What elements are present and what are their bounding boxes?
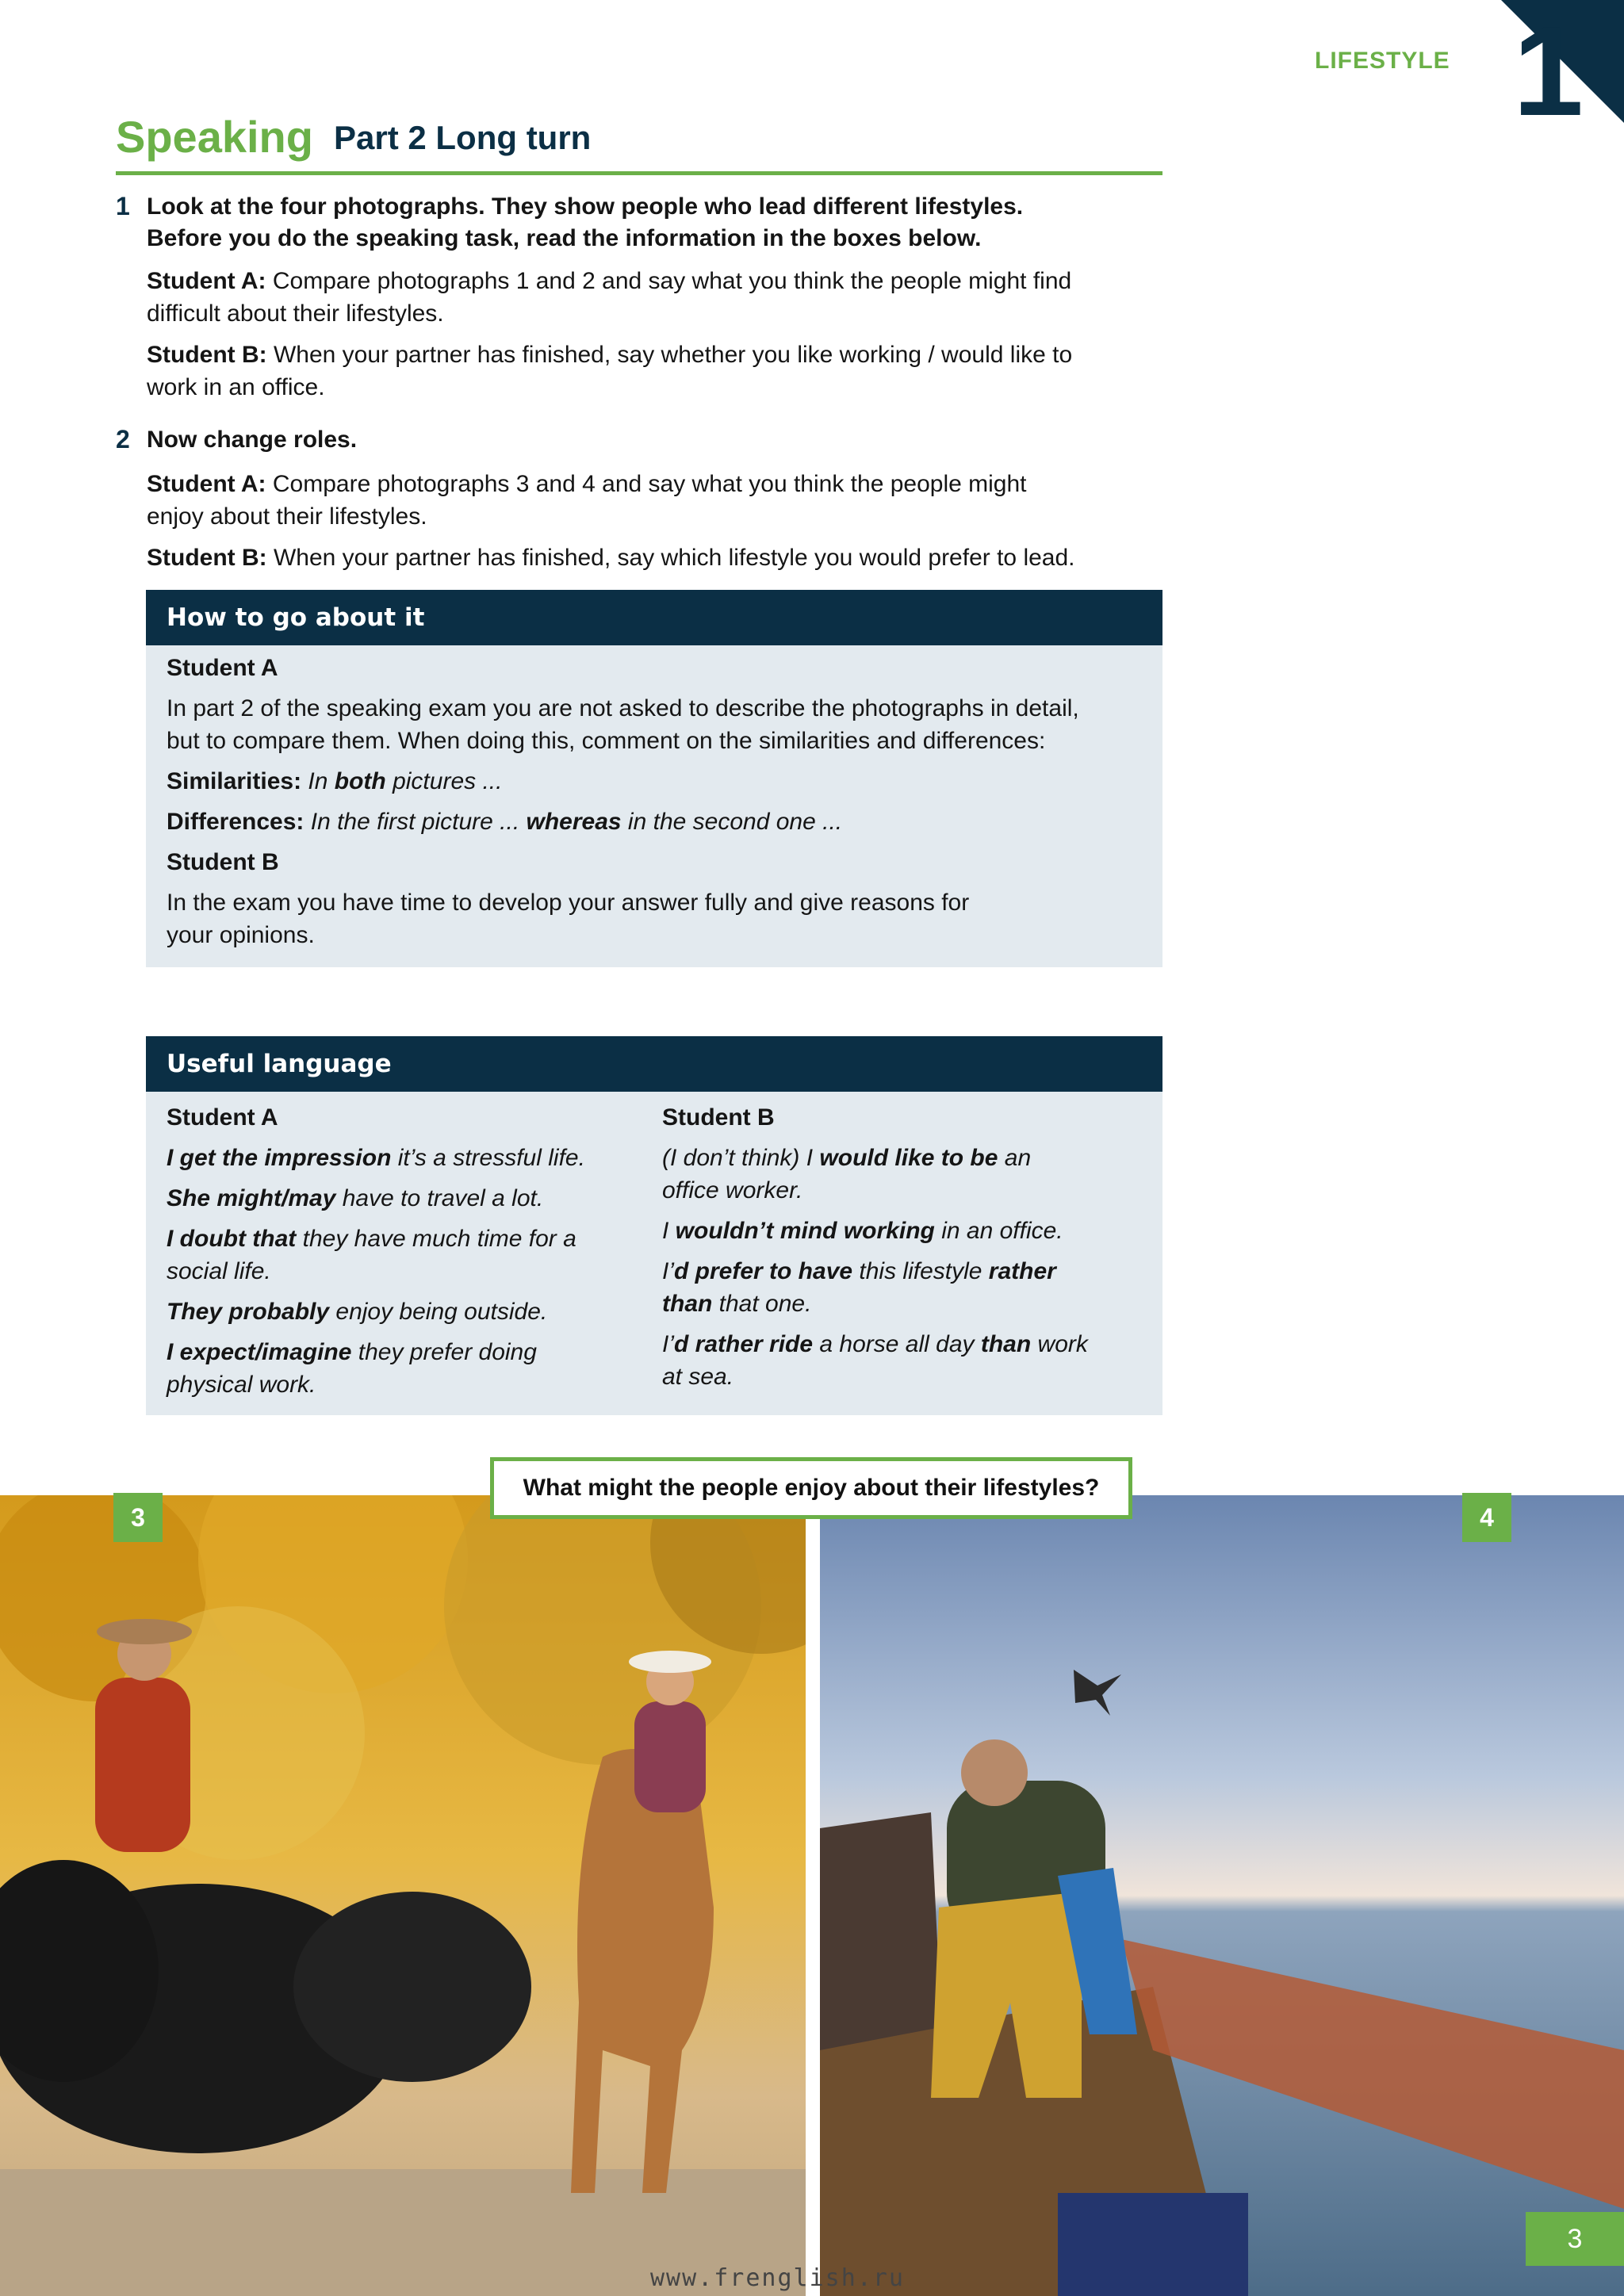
differences-text-1: In the first picture ...	[304, 809, 527, 835]
useful-b-2-text-2: in an office.	[934, 1218, 1063, 1244]
photo-3-badge: 3	[113, 1493, 163, 1542]
useful-b-heading: Student B	[662, 1104, 775, 1131]
useful-b-4-bold: d rather ride	[674, 1331, 814, 1357]
useful-a-2-bold: She might/may	[167, 1185, 336, 1211]
photo-3-cattle-drive	[0, 1495, 806, 2296]
useful-col-a	[167, 1101, 642, 1401]
useful-a-line-5b: physical work.	[167, 1372, 316, 1398]
q1-student-a-label: Student A:	[147, 268, 266, 294]
useful-a-line-1	[167, 1142, 642, 1174]
useful-b-1-bold: would like to be	[819, 1145, 998, 1171]
how-to-box	[146, 590, 1162, 967]
how-to-a-para-line-1: In part 2 of the speaking exam you are not asked to describe the photographs in detail,	[167, 695, 1079, 721]
question-1-number: 1	[116, 192, 130, 220]
useful-a-4-text: enjoy being outside.	[329, 1299, 548, 1325]
useful-a-line-5	[167, 1336, 642, 1368]
question-2-number: 2	[116, 425, 130, 453]
q1-student-a-line-2: difficult about their lifestyles.	[147, 300, 444, 327]
q1-student-b-text: When your partner has finished, say whether you like working / would like to	[266, 342, 1073, 368]
useful-b-1-text-2: an	[998, 1145, 1032, 1171]
useful-b-4-text: I’	[662, 1331, 674, 1357]
question-2-line-1: Now change roles.	[147, 427, 358, 453]
useful-a-line-4	[167, 1295, 642, 1328]
useful-a-4-bold: They probably	[167, 1299, 330, 1325]
useful-a-line-3	[167, 1223, 642, 1255]
q1-student-a-text: Compare photographs 1 and 2 and say what you think the people might find	[266, 268, 1072, 294]
question-1-line-2: Before you do the speaking task, read the information in the boxes below.	[147, 225, 982, 251]
differences-label: Differences:	[167, 809, 304, 835]
useful-b-3-bold-2: rather	[988, 1258, 1056, 1284]
photo-question: What might the people enjoy about their lifestyles?	[490, 1457, 1132, 1519]
useful-a-1-bold: I get the impression	[167, 1145, 392, 1171]
photo-4-badge: 4	[1462, 1493, 1511, 1542]
how-to-b-para-line-2: your opinions.	[167, 922, 315, 948]
q1-student-a-line-1	[147, 265, 1071, 297]
q2-student-b-line	[147, 541, 1075, 574]
useful-col-b	[662, 1101, 1146, 1393]
useful-b-3-text-3: that one.	[712, 1291, 812, 1317]
differences-text-3: in the second one ...	[621, 809, 843, 835]
q2-student-a-text: Compare photographs 3 and 4 and say what you think the people might	[266, 471, 1027, 497]
similarities-label: Similarities:	[167, 768, 302, 794]
useful-b-2-text: I	[662, 1218, 676, 1244]
similarities-line	[167, 765, 1142, 798]
useful-b-3-bold-3: than	[662, 1291, 713, 1317]
q1-student-b-line-2: work in an office.	[147, 374, 325, 400]
q2-student-a-line-1	[147, 468, 1027, 500]
similarities-text-2: both	[334, 768, 386, 794]
useful-b-line-1b: office worker.	[662, 1177, 803, 1203]
q2-student-a-line-2: enjoy about their lifestyles.	[147, 503, 427, 530]
useful-b-line-4b: at sea.	[662, 1364, 734, 1390]
q2-student-b-text: When your partner has finished, say which lifestyle you would prefer to lead.	[266, 545, 1075, 571]
useful-language-heading: Useful language	[146, 1036, 1162, 1092]
q1-student-b-label: Student B:	[147, 342, 267, 368]
useful-b-3-text: I’	[662, 1258, 674, 1284]
useful-a-line-3b: social life.	[167, 1258, 271, 1284]
useful-b-line-3	[662, 1255, 1146, 1288]
useful-a-3-bold: I doubt that	[167, 1226, 297, 1252]
title-main: Speaking	[116, 112, 313, 162]
q2-student-b-label: Student B:	[147, 545, 267, 571]
useful-b-line-2	[662, 1215, 1146, 1247]
useful-b-4-text-2: a horse all day	[813, 1331, 981, 1357]
title-sub: Part 2 Long turn	[334, 119, 592, 156]
similarities-text-1: In	[301, 768, 335, 794]
useful-a-line-2	[167, 1182, 642, 1215]
photo-4-fishing-boat	[820, 1495, 1624, 2296]
useful-b-3-bold: d prefer to have	[674, 1258, 853, 1284]
useful-a-3-text: they have much time for a	[296, 1226, 576, 1252]
useful-a-1-text: it’s a stressful life.	[391, 1145, 585, 1171]
how-to-a-para-line-2: but to compare them. When doing this, comment on the similarities and differences:	[167, 728, 1046, 754]
useful-b-4-bold-2: than	[980, 1331, 1032, 1357]
how-to-student-a-heading: Student A	[167, 655, 278, 681]
useful-a-5-bold: I expect/imagine	[167, 1339, 352, 1365]
watermark: www.frenglish.ru	[650, 2264, 905, 2292]
useful-b-3-text-2: this lifestyle	[852, 1258, 989, 1284]
photo-4-illustration	[820, 1495, 1624, 2296]
differences-line	[167, 806, 1142, 838]
how-to-student-b-heading: Student B	[167, 849, 279, 875]
useful-a-5-text: they prefer doing	[351, 1339, 537, 1365]
useful-b-line-1	[662, 1142, 1146, 1174]
how-to-b-para-line-1: In the exam you have time to develop your answer fully and give reasons for	[167, 890, 970, 916]
section-label: LIFESTYLE	[1315, 48, 1450, 74]
q1-student-b-line-1	[147, 339, 1072, 371]
useful-a-2-text: have to travel a lot.	[335, 1185, 544, 1211]
unit-number: 1	[1513, 0, 1584, 142]
similarities-text-3: pictures ...	[385, 768, 503, 794]
question-1-line-1: Look at the four photographs. They show people who lead different lifestyles.	[147, 193, 1024, 220]
differences-text-2: whereas	[526, 809, 622, 835]
useful-b-1-text: (I don’t think) I	[662, 1145, 820, 1171]
useful-b-2-bold: wouldn’t mind working	[675, 1218, 935, 1244]
photo-3-illustration	[0, 1495, 806, 2296]
useful-a-heading: Student A	[167, 1104, 278, 1131]
page-number: 3	[1526, 2212, 1624, 2266]
q2-student-a-label: Student A:	[147, 471, 266, 497]
useful-b-line-4	[662, 1328, 1146, 1360]
useful-b-4-text-3: work	[1031, 1331, 1088, 1357]
useful-language-box	[146, 1036, 1162, 1415]
page-title	[116, 111, 1162, 175]
useful-b-line-3b	[662, 1288, 1146, 1320]
how-to-heading: How to go about it	[146, 590, 1162, 645]
